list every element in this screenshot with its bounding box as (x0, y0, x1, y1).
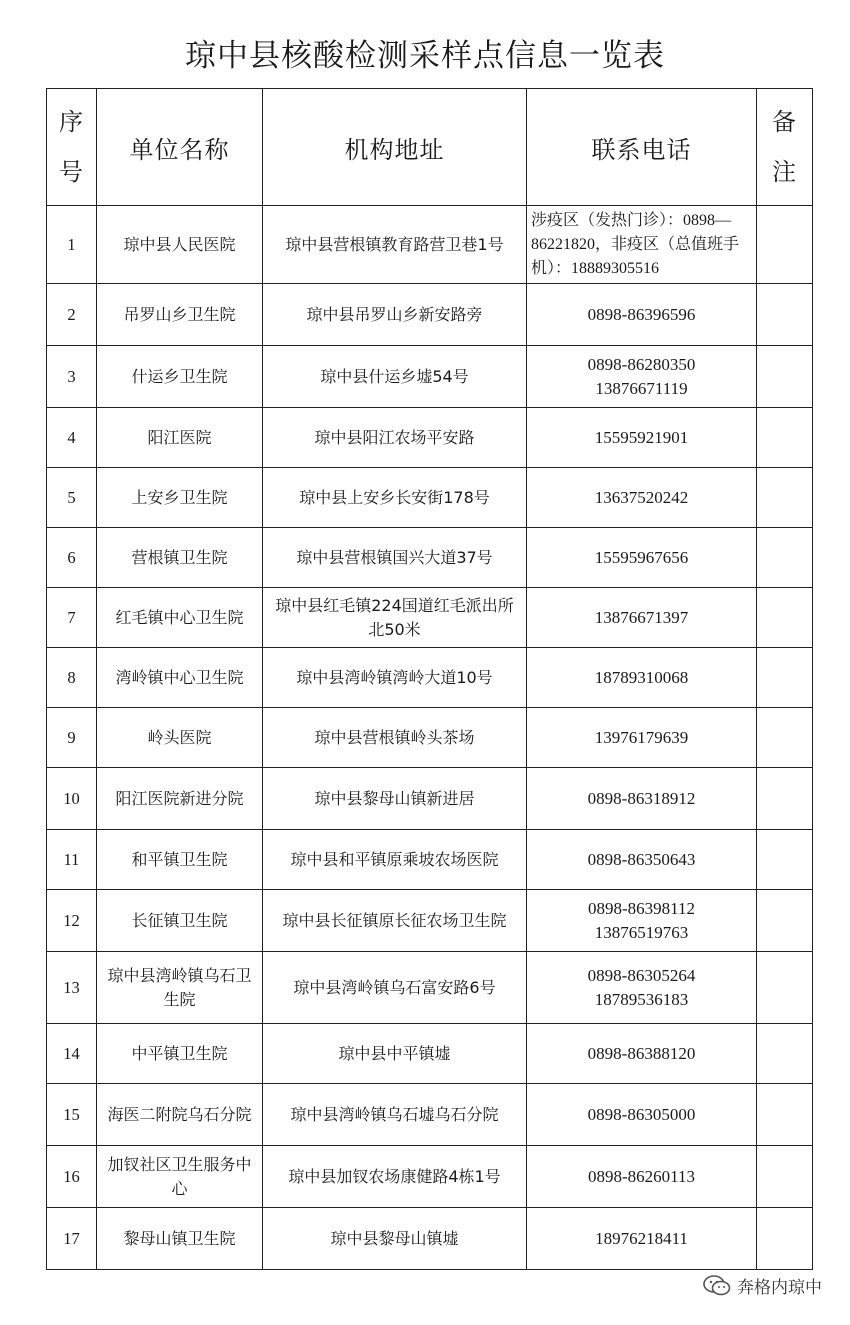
cell-seq: 2 (47, 284, 97, 346)
watermark (703, 1273, 822, 1298)
cell-note (757, 768, 813, 830)
cell-seq: 5 (47, 468, 97, 528)
cell-note (757, 1146, 813, 1208)
cell-phone: 0898-86350643 (527, 830, 757, 890)
table-row (47, 830, 813, 890)
cell-seq: 15 (47, 1084, 97, 1146)
cell-name: 琼中县湾岭镇乌石卫生院 (97, 952, 263, 1024)
cell-address: 琼中县营根镇岭头茶场 (263, 708, 527, 768)
cell-address: 琼中县长征镇原长征农场卫生院 (263, 890, 527, 952)
cell-phone: 13637520242 (527, 468, 757, 528)
cell-note (757, 408, 813, 468)
cell-address: 琼中县湾岭镇乌石墟乌石分院 (263, 1084, 527, 1146)
cell-note (757, 284, 813, 346)
wechat-icon (703, 1275, 731, 1297)
cell-seq: 12 (47, 890, 97, 952)
page-title: 琼中县核酸检测采样点信息一览表 (185, 38, 665, 74)
cell-phone: 0898-86318912 (527, 768, 757, 830)
cell-address: 琼中县和平镇原乘坡农场医院 (263, 830, 527, 890)
cell-address: 琼中县黎母山镇新进居 (263, 768, 527, 830)
cell-note (757, 648, 813, 708)
cell-name: 岭头医院 (97, 708, 263, 768)
cell-name: 加钗社区卫生服务中心 (97, 1146, 263, 1208)
cell-name: 红毛镇中心卫生院 (97, 588, 263, 648)
cell-address: 琼中县上安乡长安街178号 (263, 468, 527, 528)
phone-number: 13876671119 (595, 378, 688, 398)
cell-phone: 18789310068 (527, 648, 757, 708)
table-row (47, 284, 813, 346)
table-row (47, 1084, 813, 1146)
table-row (47, 952, 813, 1024)
header-name: 单位名称 (97, 89, 263, 206)
header-seq (47, 89, 97, 206)
cell-address: 琼中县加钗农场康健路4栋1号 (263, 1146, 527, 1208)
cell-name: 营根镇卫生院 (97, 528, 263, 588)
table-row (47, 648, 813, 708)
header-phone: 联系电话 (527, 89, 757, 206)
cell-seq: 17 (47, 1208, 97, 1270)
cell-seq: 16 (47, 1146, 97, 1208)
table-row (47, 1208, 813, 1270)
cell-note (757, 1024, 813, 1084)
cell-seq: 6 (47, 528, 97, 588)
table-row (47, 408, 813, 468)
cell-name: 长征镇卫生院 (97, 890, 263, 952)
cell-address: 琼中县湾岭镇湾岭大道10号 (263, 648, 527, 708)
sampling-sites-table (46, 88, 813, 1270)
cell-address: 琼中县阳江农场平安路 (263, 408, 527, 468)
header-seq-label: 序号 (59, 108, 84, 186)
cell-name: 什运乡卫生院 (97, 346, 263, 408)
table-row (47, 528, 813, 588)
cell-seq: 11 (47, 830, 97, 890)
table-row (47, 588, 813, 648)
cell-seq: 8 (47, 648, 97, 708)
cell-address: 琼中县黎母山镇墟 (263, 1208, 527, 1270)
cell-name: 阳江医院 (97, 408, 263, 468)
cell-phone: 15595967656 (527, 528, 757, 588)
cell-note (757, 588, 813, 648)
cell-phone (527, 346, 757, 408)
cell-address: 琼中县吊罗山乡新安路旁 (263, 284, 527, 346)
cell-note (757, 1208, 813, 1270)
cell-phone: 0898-86396596 (527, 284, 757, 346)
cell-seq: 4 (47, 408, 97, 468)
phone-number: 13876519763 (594, 922, 689, 942)
table-row (47, 768, 813, 830)
phone-number: 0898-86305264 (587, 965, 696, 985)
cell-note (757, 528, 813, 588)
cell-name: 黎母山镇卫生院 (97, 1208, 263, 1270)
cell-note (757, 708, 813, 768)
cell-seq: 1 (47, 206, 97, 284)
header-note (757, 89, 813, 206)
table-header-row (47, 89, 813, 206)
cell-seq: 14 (47, 1024, 97, 1084)
cell-address: 琼中县营根镇国兴大道37号 (263, 528, 527, 588)
cell-note (757, 952, 813, 1024)
cell-phone: 13876671397 (527, 588, 757, 648)
header-note-label: 备注 (772, 108, 797, 186)
cell-name: 吊罗山乡卫生院 (97, 284, 263, 346)
cell-name: 琼中县人民医院 (97, 206, 263, 284)
cell-name: 中平镇卫生院 (97, 1024, 263, 1084)
table-row (47, 1146, 813, 1208)
cell-name: 阳江医院新进分院 (97, 768, 263, 830)
cell-note (757, 346, 813, 408)
header-address: 机构地址 (263, 89, 527, 206)
cell-phone: 0898-86260113 (527, 1146, 757, 1208)
cell-address: 琼中县红毛镇224国道红毛派出所北50米 (263, 588, 527, 648)
cell-name: 湾岭镇中心卫生院 (97, 648, 263, 708)
cell-address: 琼中县湾岭镇乌石富安路6号 (263, 952, 527, 1024)
cell-note (757, 468, 813, 528)
cell-phone: 15595921901 (527, 408, 757, 468)
cell-note (757, 1084, 813, 1146)
cell-phone (527, 952, 757, 1024)
table-row (47, 346, 813, 408)
table-row (47, 468, 813, 528)
phone-number: 0898-86280350 (587, 354, 696, 374)
cell-address: 琼中县营根镇教育路营卫巷1号 (263, 206, 527, 284)
cell-phone: 0898-86388120 (527, 1024, 757, 1084)
cell-address: 琼中县中平镇墟 (263, 1024, 527, 1084)
cell-name: 上安乡卫生院 (97, 468, 263, 528)
cell-seq: 3 (47, 346, 97, 408)
cell-note (757, 890, 813, 952)
cell-address: 琼中县什运乡墟54号 (263, 346, 527, 408)
cell-note (757, 206, 813, 284)
cell-seq: 7 (47, 588, 97, 648)
phone-number: 0898-86398112 (587, 898, 696, 918)
cell-seq: 13 (47, 952, 97, 1024)
cell-name: 和平镇卫生院 (97, 830, 263, 890)
cell-name: 海医二附院乌石分院 (97, 1084, 263, 1146)
watermark-text: 奔格内琼中 (737, 1278, 822, 1298)
cell-phone: 涉疫区（发热门诊）：0898—86221820，非疫区（总值班手机）：18889305516 (527, 206, 757, 284)
cell-seq: 9 (47, 708, 97, 768)
table-row (47, 708, 813, 768)
cell-note (757, 830, 813, 890)
table-row (47, 1024, 813, 1084)
cell-phone: 18976218411 (527, 1208, 757, 1270)
table-row (47, 890, 813, 952)
cell-phone: 0898-86305000 (527, 1084, 757, 1146)
cell-phone: 13976179639 (527, 708, 757, 768)
phone-number: 18789536183 (594, 989, 689, 1009)
cell-phone (527, 890, 757, 952)
table-row (47, 206, 813, 284)
cell-seq: 10 (47, 768, 97, 830)
